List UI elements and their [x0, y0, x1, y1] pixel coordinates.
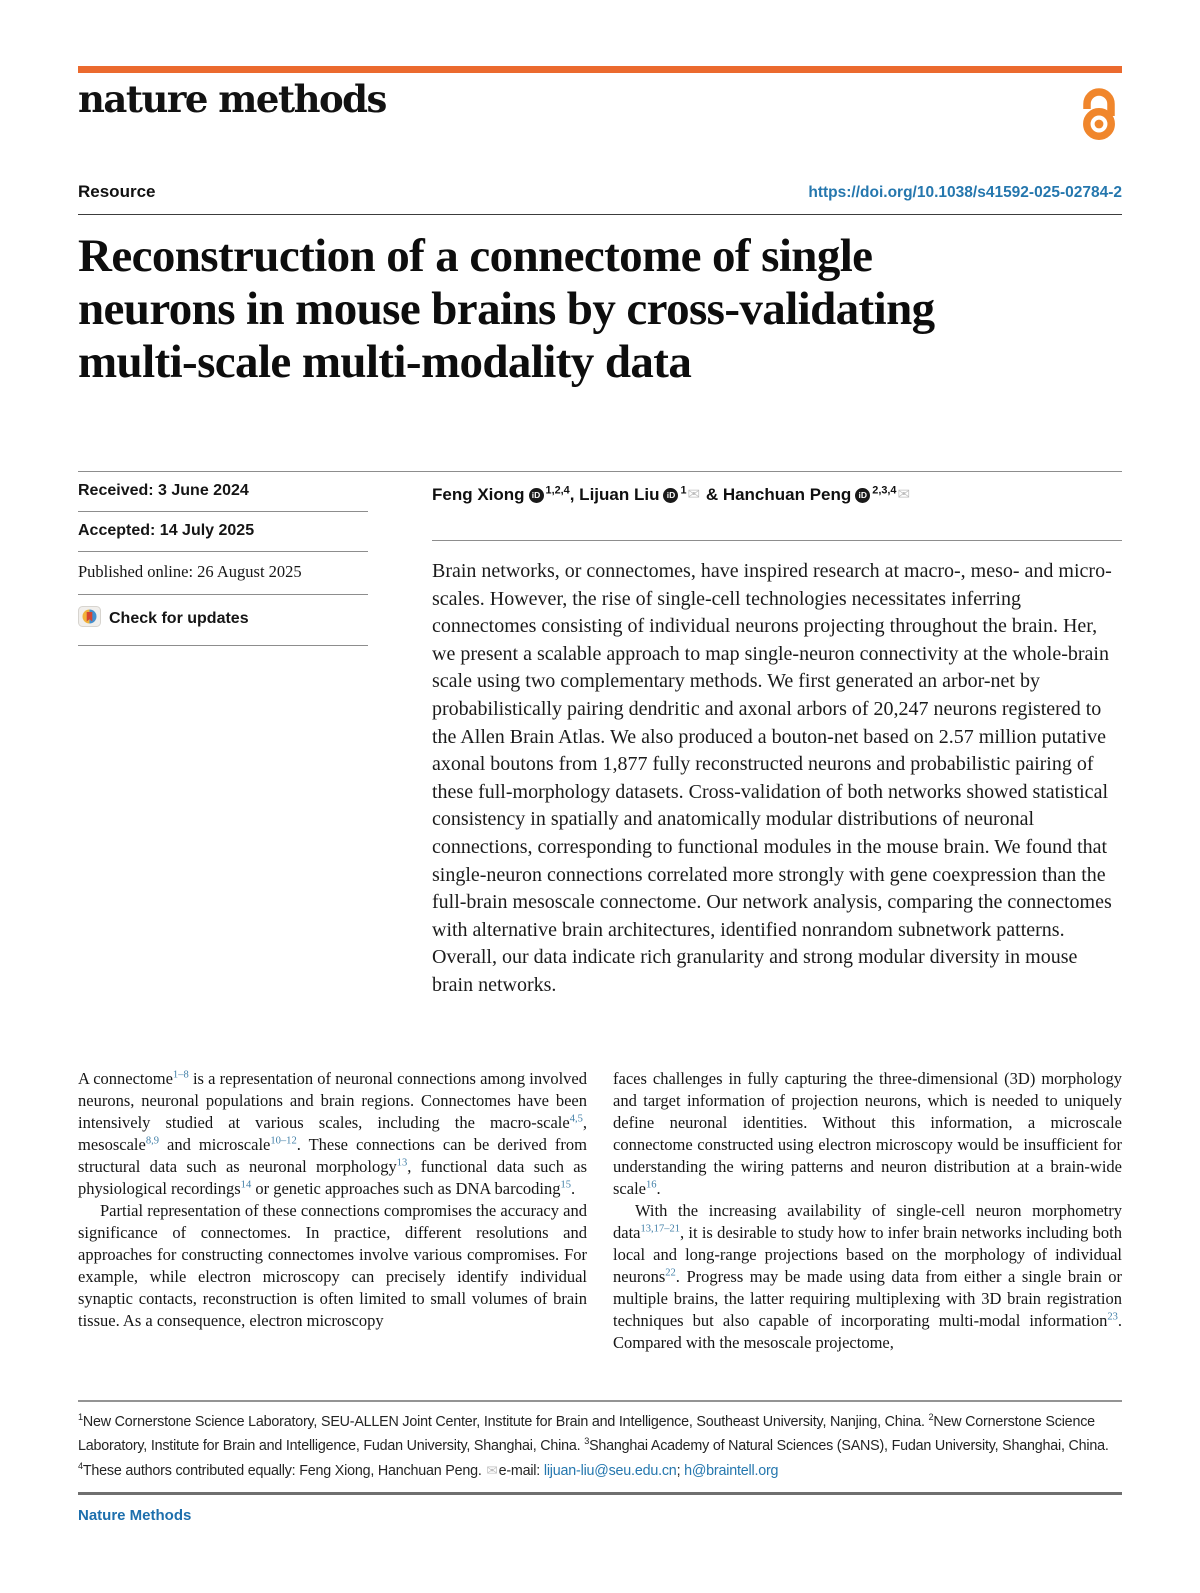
text-segment: ; [676, 1462, 685, 1479]
body-columns [78, 1068, 1122, 1354]
body-paragraph [78, 1068, 587, 1200]
masthead [78, 78, 1122, 136]
author-list [432, 472, 1122, 505]
text-segment: e-mail: [498, 1462, 544, 1479]
text-segment: 2,3,4 [872, 484, 897, 497]
open-access-icon [1076, 82, 1122, 145]
orcid-icon: iD [855, 488, 870, 503]
body-paragraph [78, 1200, 587, 1332]
text-segment: 3 [584, 1436, 590, 1447]
text-segment: , functional data such as physiological recordings [78, 1156, 587, 1198]
article-type-label: Resource [78, 182, 156, 201]
affiliations-footnote [78, 1410, 1122, 1484]
reference-link[interactable]: 14 [240, 1179, 252, 1190]
body-left-column [78, 1068, 587, 1354]
text-segment: These authors contributed equally: Feng Xiong, Hanchuan Peng. [82, 1462, 486, 1479]
info-section [78, 472, 1122, 1000]
body-paragraph [613, 1068, 1122, 1200]
reference-link[interactable]: 23 [1107, 1311, 1118, 1322]
reference-link[interactable]: 13 [396, 1157, 408, 1168]
abstract-text: Brain networks, or connectomes, have inspired research at macro-, meso- and micro-scales. However, the rise of single-cell technologies necessitates inferring connectomes consisting of individual neurons projecting throughout the brain. Her, we present a scalable approach to map single-neuron connectivity at the whole-brain scale using two complementary methods. We first generated an arbor-net by probabilistically pairing dendritic and axonal arbors of 20,247 neurons registered to the Allen Brain Atlas. We also produced a bouton-net based on 2.57 million putative axonal boutons from 1,877 fully reconstructed neurons and probabilistic pairing of these full-morphology datasets. Cross-validation of both networks showed statistical consistency in spatially and anatomically modular distributions of neuronal connections, corresponding to functional modules in the mouse brain. We found that single-neuron connections correlated more strongly with gene coexpression than the full-brain mesoscale connectome. Our network analysis, comparing the connectomes with alternative brain architectures, identified nonrandom subnetwork patterns. Overall, our data indicate rich granularity and strong modular diversity in mouse brain networks. [432, 560, 1112, 996]
text-segment: 2 [928, 1411, 934, 1422]
reference-link[interactable]: 8,9 [145, 1135, 159, 1146]
reference-link[interactable]: 4,5 [569, 1113, 583, 1124]
body-right-column [613, 1068, 1122, 1354]
text-segment: Partial representation of these connections compromises the accuracy and significance of connectomes. In practice, different resolutions and approaches for constructing connectomes involve various compromises. For example, while electron microscopy can precisely identify individual synaptic contacts, reconstruction is often limited to small volumes of brain tissue. As a consequence, electron microscopy [78, 1200, 587, 1330]
reference-link[interactable]: 22 [665, 1267, 676, 1278]
envelope-icon: ✉ [486, 1462, 498, 1479]
envelope-icon: ✉ [687, 485, 701, 503]
crossmark-icon [78, 606, 101, 632]
body-paragraph [613, 1200, 1122, 1354]
journal-logo: nature methods [78, 77, 386, 121]
text-segment: or genetic approaches such as DNA barcoding [251, 1178, 561, 1198]
divider [78, 1492, 1122, 1495]
text-segment: New Cornerstone Science Laboratory, SEU-ALLEN Joint Center, Institute for Brain and Intelligence, Southeast University, Nanjing, China. [82, 1413, 929, 1430]
text-segment: 1 [680, 484, 687, 497]
title-line-2: neurons in mouse brains by cross-validating [78, 283, 935, 335]
resource-row [78, 182, 1122, 215]
text-segment: . Compared with the mesoscale projectome, [613, 1310, 1122, 1352]
history-sidebar [78, 472, 368, 1000]
reference-link[interactable]: 15 [560, 1179, 572, 1190]
text-segment: faces challenges in fully capturing the three-dimensional (3D) morphology and target information of projection neurons, which is needed to uniquely define neuronal identities. Without this information, a microscale connectome constructed using electron microscopy would be insufficient for understanding the wiring patterns and neuron distribution at a brain-wide scale [613, 1068, 1122, 1198]
text-segment: & Hanchuan Peng [701, 485, 852, 504]
article-title [78, 230, 1122, 389]
reference-link[interactable]: 13,17–21 [640, 1223, 681, 1234]
footer-journal-name: Nature Methods [78, 1507, 192, 1524]
text-segment: , it is desirable to study how to infer brain networks including both local and long-range projections based on the morphology of individual neurons [613, 1222, 1122, 1286]
text-segment: , mesoscale [78, 1112, 587, 1154]
reference-link[interactable]: 1–8 [172, 1069, 189, 1080]
received-date: Received: 3 June 2024 [78, 472, 368, 512]
text-segment: 4 [78, 1460, 83, 1471]
email-link[interactable]: h@braintell.org [684, 1462, 779, 1479]
text-segment: is a representation of neuronal connections among involved neurons, neuronal populations and brain regions. Connectomes have been intensively studied at various scales, including the macro-scale [78, 1068, 588, 1132]
text-segment: 1 [78, 1411, 83, 1422]
reference-link[interactable]: 16 [645, 1179, 657, 1190]
check-for-updates-badge[interactable] [78, 595, 368, 646]
text-segment: and microscale [159, 1134, 271, 1154]
text-segment: With the increasing availability of single-cell neuron morphometry data [613, 1200, 1122, 1242]
abstract-column [432, 472, 1122, 1000]
text-segment: . Progress may be made using data from either a single brain or multiple brains, the latter requiring multiplexing with 3D brain registration techniques but also capable of incorporating multi-modal information [613, 1266, 1122, 1330]
orcid-icon: iD [529, 488, 544, 503]
accent-bar [78, 66, 1122, 73]
doi-link[interactable]: https://doi.org/10.1038/s41592-025-02784-2 [808, 184, 1122, 201]
text-segment: Shanghai Academy of Natural Sciences (SANS), Fudan University, Shanghai, China. [589, 1438, 1109, 1454]
divider [78, 1400, 1122, 1402]
check-for-updates-label: Check for updates [109, 610, 249, 627]
text-segment: Feng Xiong [432, 485, 525, 504]
text-segment: New Cornerstone Science Laboratory, Institute for Brain and Intelligence, Fudan University, Shanghai, China. [78, 1413, 1095, 1454]
text-segment: 1,2,4 [545, 484, 570, 497]
email-link[interactable]: lijuan-liu@seu.edu.cn [543, 1462, 677, 1479]
accepted-date: Accepted: 14 July 2025 [78, 512, 368, 552]
orcid-icon: iD [663, 488, 678, 503]
text-segment: , Lijuan Liu [569, 485, 660, 504]
envelope-icon: ✉ [897, 485, 911, 503]
title-line-3: multi-scale multi-modality data [78, 336, 692, 388]
text-segment: A connectome [78, 1068, 173, 1088]
page-content [78, 66, 1122, 1524]
divider [432, 540, 1122, 541]
published-date: Published online: 26 August 2025 [78, 552, 368, 595]
text-segment: . [571, 1178, 576, 1198]
text-segment: . [656, 1178, 661, 1198]
title-line-1: Reconstruction of a connectome of single [78, 230, 873, 282]
reference-link[interactable]: 10–12 [270, 1135, 297, 1146]
text-segment: . These connections can be derived from structural data such as neuronal morphology [78, 1134, 587, 1176]
